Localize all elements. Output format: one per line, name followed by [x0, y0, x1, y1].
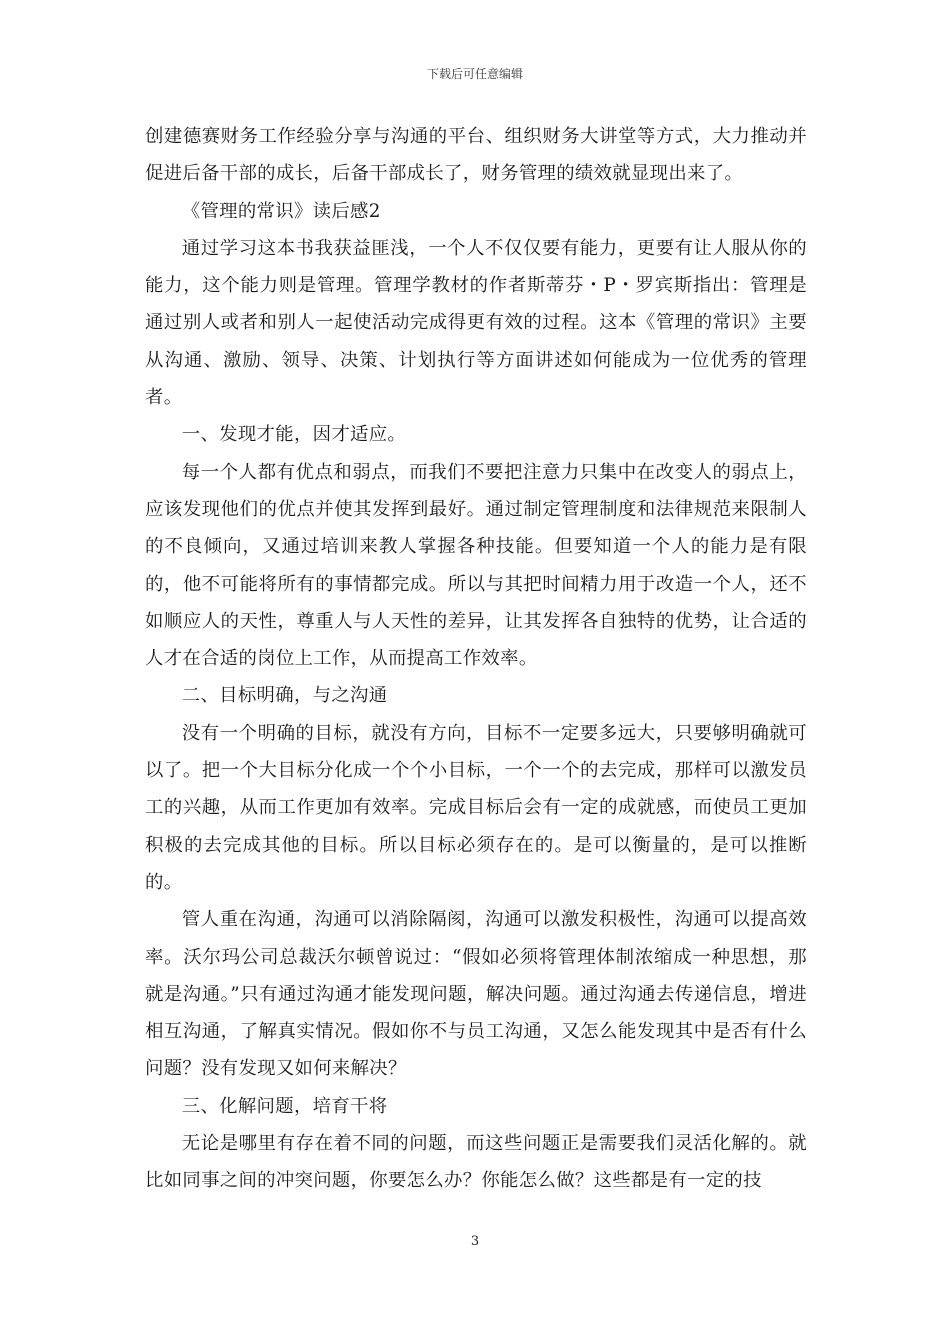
paragraph: 无论是哪里有存在着不同的问题，而这些问题正是需要我们灵活化解的。就比如同事之间的冲突问题，你要怎么办？你能怎么做？这些都是有一定的技 [145, 1133, 807, 1192]
section-heading: 三、化解问题，培育干将 [181, 1095, 388, 1117]
section-heading: 二、目标明确，与之沟通 [181, 685, 388, 707]
paragraph: 每一个人都有优点和弱点，而我们不要把注意力只集中在改变人的弱点上，应该发现他们的优点并使其发挥到最好。通过制定管理制度和法律规范来限制人的不良倾向，又通过培训来教人掌握各种技能。但要知道一个人的能力是有限的，他不可能将所有的事情都完成。所以与其把时间精力用于改造一个人，还不如顺应人的天性，尊重人与人天性的差异，让其发挥各自独特的优势，让合适的人才在合适的岗位上工作，从而提高工作效率。 [145, 461, 807, 670]
page-header: 下载后可任意编辑 [426, 67, 523, 81]
section-title: 《管理的常识》读后感2 [181, 200, 381, 222]
paragraph: 管人重在沟通，沟通可以消除隔阂，沟通可以激发积极性，沟通可以提高效率。沃尔玛公司总裁沃尔顿曾说过：“假如必须将管理体制浓缩成一种思想，那就是沟通。”只有通过沟通才能发现问题，解决问题。通过沟通去传递信息，增进相互沟通，了解真实情况。假如你不与员工沟通，又怎么能发现其中是否有什么问题？没有发现又如何来解决？ [145, 909, 807, 1080]
paragraph: 通过学习这本书我获益匪浅，一个人不仅仅要有能力，更要有让人服从你的能力，这个能力则是管理。管理学教材的作者斯蒂芬・P・罗宾斯指出：管理是通过别人或者和别人一起使活动完成得更有效的过程。这本《管理的常识》主要从沟通、激励、领导、决策、计划执行等方面讲述如何能成为一位优秀的管理者。 [145, 237, 807, 409]
section-heading: 一、发现才能，因才适应。 [181, 424, 407, 446]
paragraph-continued: 创建德赛财务工作经验分享与沟通的平台、组织财务大讲堂等方式，大力推动并促进后备干部的成长，后备干部成长了，财务管理的绩效就显现出来了。 [145, 126, 807, 185]
document-body [145, 118, 807, 1200]
paragraph: 没有一个明确的目标，就没有方向，目标不一定要多远大，只要够明确就可以了。把一个大目标分化成一个个小目标，一个一个的去完成，那样可以激发员工的兴趣，从而工作更加有效率。完成目标后会有一定的成就感，而使员工更加积极的去完成其他的目标。所以目标必须存在的。是可以衡量的，是可以推断的。 [145, 722, 807, 893]
page-number: 3 [470, 1234, 480, 1249]
